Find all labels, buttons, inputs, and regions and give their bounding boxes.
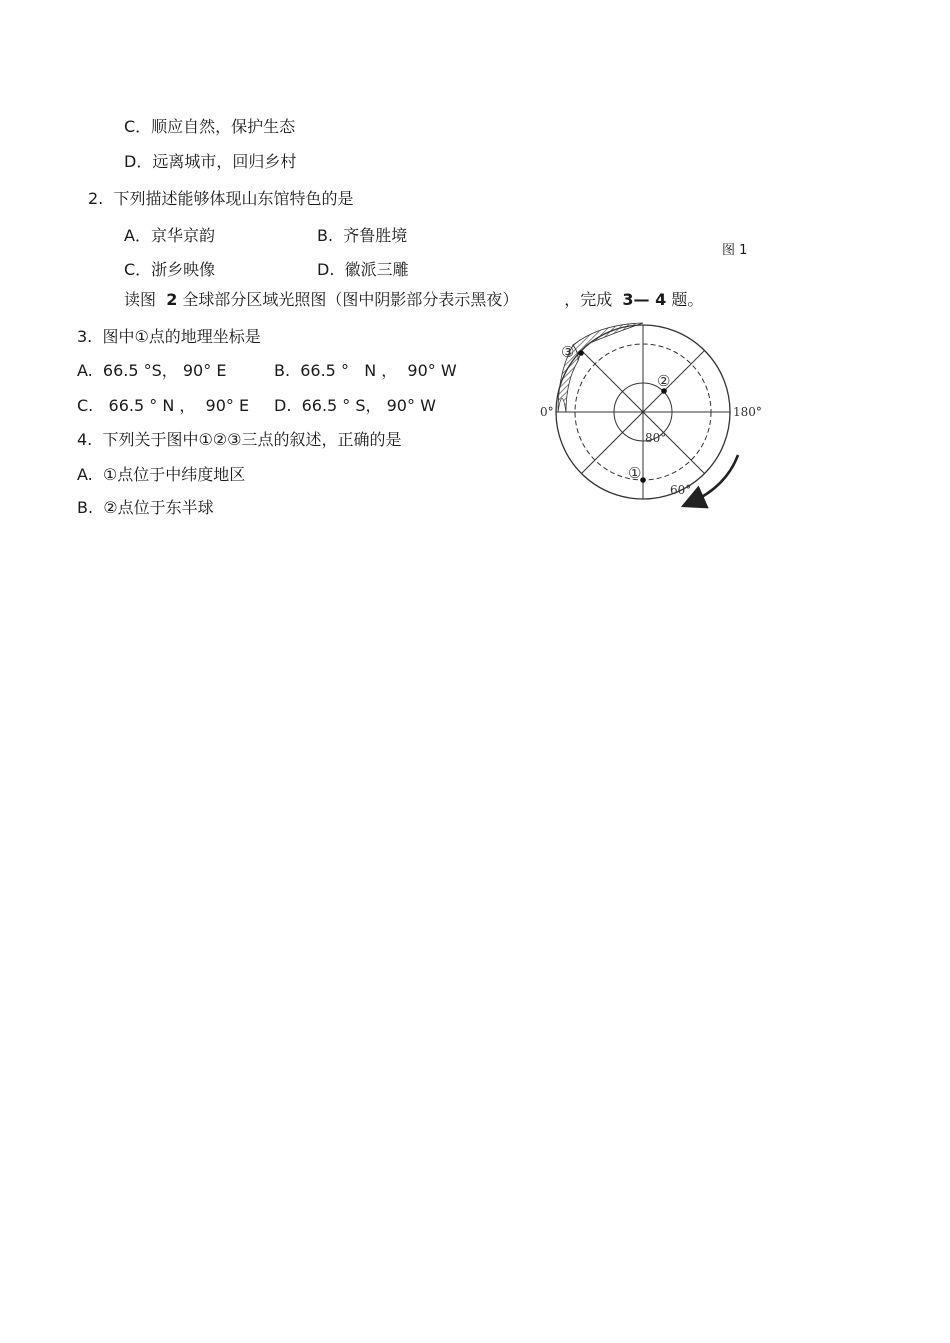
intro-part3: ，完成 <box>564 290 613 309</box>
label-180-degree: 180° <box>733 405 762 419</box>
q1-option-d: D．远离城市，回归乡村 <box>124 152 297 171</box>
q3-stem: 3. 图中①点的地理坐标是 <box>77 327 261 346</box>
figure-label: 图 1 <box>722 243 748 258</box>
q2-option-c: C．浙乡映像 <box>124 260 216 279</box>
q2-option-b: B. 齐鲁胜境 <box>317 226 408 245</box>
q3-option-c: C. 66.5 ° N ， 90° E <box>77 396 250 415</box>
point-2-label: ② <box>657 372 671 390</box>
label-0-degree: 0° <box>540 405 554 419</box>
label-60-degree: 60° <box>670 483 692 497</box>
label-80-degree: 80° <box>645 431 667 445</box>
q4-stem: 4. 下列关于图中①②③三点的叙述，正确的是 <box>77 430 402 449</box>
illumination-diagram <box>530 315 770 510</box>
q2-option-a: A．京华京韵 <box>124 226 215 245</box>
point-3-marker <box>578 350 584 356</box>
q1-option-c: C．顺应自然，保护生态 <box>124 117 296 136</box>
intro-figure-number: 2 <box>166 290 178 309</box>
q3-option-b: B. 66.5 ° N ， 90° W <box>274 361 457 380</box>
q2-stem: 2. 下列描述能够体现山东馆特色的是 <box>88 189 354 208</box>
point-1-label: ① <box>628 464 642 482</box>
point-3-label: ③ <box>561 343 575 361</box>
q3-option-d: D. 66.5 ° S， 90° W <box>274 396 436 415</box>
intro-part4: 题。 <box>671 290 704 309</box>
q3-option-a: A. 66.5 °S， 90° E <box>77 361 227 380</box>
intro-part1: 读图 <box>124 290 157 309</box>
intro-range: 3— 4 <box>622 290 667 309</box>
night-shade-top <box>573 323 643 361</box>
q4-option-a: A. ①点位于中纬度地区 <box>77 465 246 484</box>
q2-option-d: D. 徽派三雕 <box>317 260 409 279</box>
q4-option-b: B. ②点位于东半球 <box>77 498 214 517</box>
intro-line <box>124 290 703 310</box>
intro-part2: 全球部分区域光照图（图中阴影部分表示黑夜） <box>182 290 519 309</box>
